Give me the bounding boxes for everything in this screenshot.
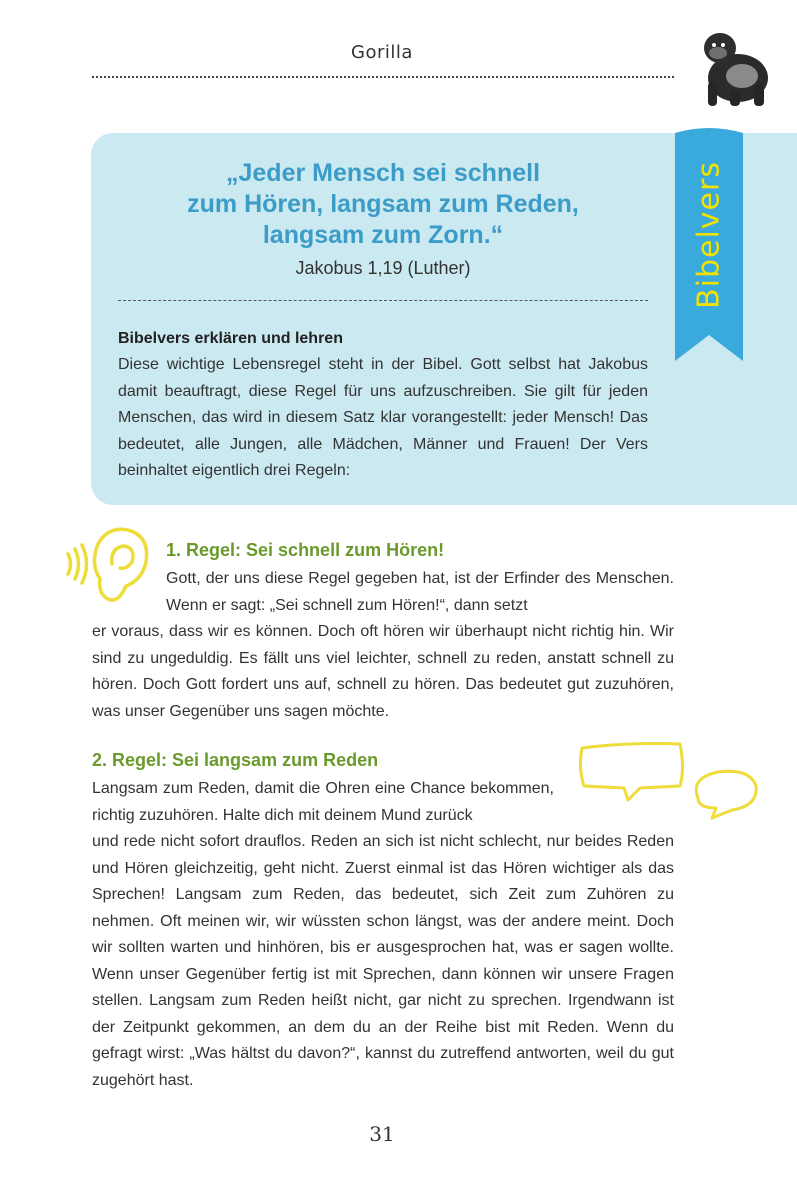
gorilla-icon xyxy=(694,26,774,108)
verse-quote-line: zum Hören, langsam zum Reden, xyxy=(187,190,579,218)
verse-quote xyxy=(118,158,648,251)
verse-divider xyxy=(118,300,648,301)
header-dotted-rule xyxy=(92,76,674,78)
page-number: 31 xyxy=(369,1122,395,1146)
rule2-paragraph-start: Langsam zum Reden, damit die Ohren eine Chance bekommen, richtig zuzuhören. Halte dich mit deinem Mund zurück xyxy=(92,780,554,824)
rule2-heading: 2. Regel: Sei langsam zum Reden xyxy=(92,750,379,770)
header-title: Gorilla xyxy=(351,42,413,63)
rule1-paragraph-rest: er voraus, dass wir es können. Doch oft hören wir überhaupt nicht richtig hin. Wir sind zu ungeduldig. Es fällt uns viel leichter, schnell zu reden, anstatt schnell zu hören. Doch Gott fordert uns auf, schnell zu hören. Das bedeutet gut zuzuhören, was unser Gegenüber uns sagen möchte. xyxy=(92,623,674,720)
verse-reference: Jakobus 1,19 (Luther) xyxy=(295,258,471,278)
rule1-heading: 1. Regel: Sei schnell zum Hören! xyxy=(166,540,445,560)
ear-icon xyxy=(60,524,160,606)
explain-heading: Bibelvers erklären und lehren xyxy=(118,330,343,347)
rule2-paragraph-rest: und rede nicht sofort drauflos. Reden an sich ist nicht schlecht, nur beides Reden und Hören gleichzeitig, geht nicht. Zuerst einmal ist das Hören wichtiger als das Sprechen! Langsam zum Reden, das bedeutet, sich Zeit zum Zuhören zu nehmen. Oft meinen wir, wir wüssten schon längst, was der andere meint. Doch wir sollten warten und hinhören, bis er ausgesprochen hat, was er sagen wollte. Wenn unser Gegenüber fertig ist mit Sprechen, dann können wir unsere Fragen stellen. Langsam zum Reden heißt nicht, gar nicht zu sprechen. Irgendwann ist der Zeitpunkt gekommen, an dem du an der Reihe bist mit Reden. Wenn du gefragt wirst: „Was hältst du davon?“, kannst du zutreffend antworten, weil du gut zugehört hast. xyxy=(92,833,674,1089)
verse-quote-line: „Jeder Mensch sei schnell xyxy=(225,159,541,187)
ribbon-label: Bibelvers xyxy=(691,161,727,309)
speech-bubble-icon xyxy=(570,738,780,838)
explain-paragraph: Diese wichtige Lebensregel steht in der Bibel. Gott selbst hat Jakobus damit beauftragt, diese Regel für uns aufzuschreiben. Sie gilt für jeden Menschen, das wird in diesem Satz klar vorangestellt: jeder Mensch! Das bedeutet, alle Jungen, alle Mädchen, Männer und Frauen! Der Vers beinhaltet eigentlich drei Regeln: xyxy=(118,356,648,479)
rule1-paragraph-start: Gott, der uns diese Regel gegeben hat, ist der Erfinder des Menschen. Wenn er sagt: „Sei schnell zum Hören!“, dann setzt xyxy=(166,570,674,614)
verse-quote-line: langsam zum Zorn.“ xyxy=(262,221,504,249)
